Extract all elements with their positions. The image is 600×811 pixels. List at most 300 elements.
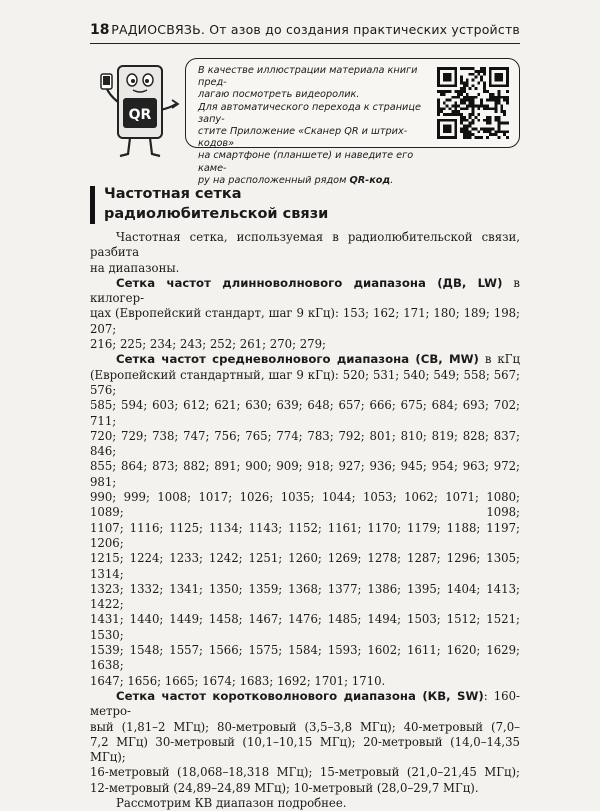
qr-module (454, 79, 457, 82)
qr-module (492, 127, 495, 130)
qr-module (489, 107, 492, 110)
lw-heading: Сетка частот длинноволнового диапазона (ДВ, LW) (116, 275, 503, 290)
qr-module (437, 67, 440, 70)
qr-module (503, 122, 506, 125)
qr-module (489, 99, 492, 102)
qr-module (472, 113, 475, 116)
qr-module (446, 67, 449, 70)
qr-module (472, 107, 475, 110)
qr-module (466, 130, 469, 133)
qr-module (451, 110, 454, 113)
qr-module (472, 99, 475, 102)
qr-module (495, 107, 498, 110)
qr-module (463, 84, 466, 87)
qr-module (446, 99, 449, 102)
qr-module (460, 81, 463, 84)
qr-module (497, 102, 500, 105)
qr-module (454, 104, 457, 107)
qr-module (483, 107, 486, 110)
qr-module (449, 76, 452, 79)
qr-module (440, 119, 443, 122)
qr-module (460, 90, 463, 93)
qr-module (500, 84, 503, 87)
qr-module (443, 102, 446, 105)
qr-code-icon[interactable] (437, 67, 509, 139)
qr-module (474, 127, 477, 130)
qr-module (440, 136, 443, 139)
qr-module (503, 84, 506, 87)
qr-module (460, 67, 463, 70)
qr-module (454, 102, 457, 105)
qr-module (460, 102, 463, 105)
qr-module (506, 96, 509, 99)
qr-module (497, 79, 500, 82)
qr-module (449, 127, 452, 130)
qr-module (446, 104, 449, 107)
qr-module (437, 99, 440, 102)
qr-module (460, 99, 463, 102)
qr-module (469, 122, 472, 125)
qr-module (474, 96, 477, 99)
qr-module (454, 73, 457, 76)
page-header (90, 14, 520, 44)
qr-module (483, 81, 486, 84)
qr-module (495, 67, 498, 70)
qr-note-box (185, 58, 520, 186)
qr-module (486, 127, 489, 130)
qr-module (437, 119, 440, 122)
qr-module (443, 93, 446, 96)
qr-module (497, 93, 500, 96)
qr-module (486, 130, 489, 133)
qr-module (457, 90, 460, 93)
qr-module (449, 90, 452, 93)
header-rule (90, 43, 520, 44)
qr-module (495, 76, 498, 79)
section-title-line: радиолюбительской связи (104, 206, 329, 222)
qr-module (454, 133, 457, 136)
qr-module (492, 93, 495, 96)
qr-module (495, 99, 498, 102)
qr-module (443, 79, 446, 82)
qr-module (497, 130, 500, 133)
qr-module (437, 133, 440, 136)
qr-module (486, 116, 489, 119)
qr-module (506, 99, 509, 102)
qr-module (495, 133, 498, 136)
text-fragment: : 160-метро- (90, 688, 520, 719)
qr-module (480, 79, 483, 82)
qr-module (489, 81, 492, 84)
qr-module (463, 67, 466, 70)
qr-module (443, 127, 446, 130)
qr-module (489, 79, 492, 82)
qr-module (500, 110, 503, 113)
qr-module (443, 107, 446, 110)
qr-module (463, 119, 466, 122)
qr-module (495, 102, 498, 105)
qr-module (483, 84, 486, 87)
paragraph-intro (90, 230, 520, 261)
qr-module (503, 133, 506, 136)
qr-module (460, 116, 463, 119)
qr-module (463, 127, 466, 130)
qr-module (466, 107, 469, 110)
qr-module (457, 93, 460, 96)
qr-module (500, 122, 503, 125)
qr-module (483, 70, 486, 73)
text-line: 1431; 1440; 1449; 1458; 1467; 1476; 1485; 1494; 1503; 1512; 1521; 1530; (90, 612, 520, 642)
qr-module (446, 73, 449, 76)
qr-module (472, 122, 475, 125)
qr-module (497, 84, 500, 87)
qr-module (489, 116, 492, 119)
qr-module (474, 104, 477, 107)
text-line: 7,2 МГц) 30-метровый (10,1–10,15 МГц); 20-метровый (14,0–14,35 МГц); (90, 734, 520, 765)
qr-module (457, 113, 460, 116)
qr-module (460, 76, 463, 79)
qr-module (446, 113, 449, 116)
qr-module (477, 136, 480, 139)
qr-module (500, 104, 503, 107)
qr-module (460, 119, 463, 122)
qr-module (483, 67, 486, 70)
qr-module (480, 76, 483, 79)
qr-module (469, 99, 472, 102)
qr-module (466, 136, 469, 139)
qr-module (443, 67, 446, 70)
qr-module (486, 107, 489, 110)
qr-module (480, 127, 483, 130)
qr-module (506, 70, 509, 73)
qr-module (472, 84, 475, 87)
qr-module (454, 110, 457, 113)
qr-module (497, 67, 500, 70)
qr-module (443, 119, 446, 122)
qr-module (451, 119, 454, 122)
qr-module (483, 130, 486, 133)
qr-module (460, 130, 463, 133)
section-title-line: Частотная сетка (104, 186, 242, 202)
qr-module (443, 76, 446, 79)
qr-module (440, 93, 443, 96)
qr-module (486, 136, 489, 139)
qr-module (446, 125, 449, 128)
qr-module (489, 70, 492, 73)
qr-module (495, 110, 498, 113)
qr-module (474, 70, 477, 73)
qr-module (443, 130, 446, 133)
qr-module (477, 81, 480, 84)
qr-module (472, 119, 475, 122)
qr-module (489, 133, 492, 136)
qr-module (492, 133, 495, 136)
qr-module (463, 116, 466, 119)
qr-module (497, 76, 500, 79)
qr-module (497, 99, 500, 102)
qr-module (463, 107, 466, 110)
qr-module (460, 107, 463, 110)
running-title: РАДИОСВЯЗЬ. От азов до создания практических устройств (111, 22, 520, 37)
qr-module (446, 79, 449, 82)
qr-module (489, 84, 492, 87)
qr-module (506, 122, 509, 125)
qr-module (463, 102, 466, 105)
qr-module (454, 84, 457, 87)
qr-module (454, 136, 457, 139)
qr-module (449, 79, 452, 82)
qr-module (437, 136, 440, 139)
qr-module (449, 107, 452, 110)
qr-module (449, 119, 452, 122)
qr-module (463, 87, 466, 90)
qr-module (472, 110, 475, 113)
qr-module (489, 127, 492, 130)
qr-module (469, 96, 472, 99)
qr-module (437, 104, 440, 107)
paragraph-mw (90, 352, 520, 367)
qr-module (472, 96, 475, 99)
qr-module (466, 84, 469, 87)
qr-note-line: стите Приложение «Сканер QR и штрих-кодов» (198, 126, 408, 150)
qr-module (437, 90, 440, 93)
qr-module (469, 113, 472, 116)
qr-module (463, 130, 466, 133)
qr-module (477, 104, 480, 107)
qr-module (500, 130, 503, 133)
text-line: 720; 729; 738; 747; 756; 765; 774; 783; 792; 801; 810; 819; 828; 837; 846; (90, 428, 520, 459)
qr-module (454, 96, 457, 99)
qr-note-line: Для автоматического перехода к странице запу- (198, 101, 421, 125)
qr-module (472, 67, 475, 70)
qr-module (463, 133, 466, 136)
qr-module (483, 104, 486, 107)
qr-module (503, 96, 506, 99)
qr-module (500, 79, 503, 82)
qr-module (480, 99, 483, 102)
qr-module (463, 136, 466, 139)
qr-module (495, 73, 498, 76)
qr-module (497, 127, 500, 130)
text-line: 990; 999; 1008; 1017; 1026; 1035; 1044; 1053; 1062; 1071; 1080; 1089; 1098; (90, 490, 520, 520)
qr-module (472, 133, 475, 136)
qr-module (472, 73, 475, 76)
qr-module (437, 125, 440, 128)
text-line: 1323; 1332; 1341; 1350; 1359; 1368; 1377; 1386; 1395; 1404; 1413; 1422; (90, 581, 520, 612)
qr-module (443, 136, 446, 139)
qr-module (497, 90, 500, 93)
sw-heading: Сетка частот коротковолнового диапазона (КВ, SW) (116, 688, 484, 703)
text-line: 1539; 1548; 1557; 1566; 1575; 1584; 1593; 1602; 1611; 1620; 1629; 1638; (90, 643, 520, 673)
qr-module (469, 87, 472, 90)
text-line: 1107; 1116; 1125; 1134; 1143; 1152; 1161; 1170; 1179; 1188; 1197; 1206; (90, 520, 520, 550)
qr-module (454, 125, 457, 128)
qr-module (460, 87, 463, 90)
paragraph-sw (90, 689, 520, 720)
qr-module (489, 119, 492, 122)
qr-module (449, 125, 452, 128)
qr-module (497, 116, 500, 119)
text-line: Рассмотрим КВ диапазон подробнее. (116, 795, 347, 810)
qr-module (466, 81, 469, 84)
qr-module (474, 76, 477, 79)
text-line: 16-метровый (18,068–18,318 МГц); 15-метровый (21,0–21,45 МГц); (90, 765, 520, 780)
qr-module (457, 96, 460, 99)
qr-module (477, 73, 480, 76)
qr-module (472, 79, 475, 82)
qr-module (454, 81, 457, 84)
qr-module (477, 107, 480, 110)
qr-module (497, 96, 500, 99)
qr-module (466, 79, 469, 82)
qr-module (492, 99, 495, 102)
qr-module (492, 96, 495, 99)
qr-module (489, 76, 492, 79)
qr-module (466, 125, 469, 128)
qr-module (489, 67, 492, 70)
qr-module (460, 79, 463, 82)
qr-module (469, 67, 472, 70)
qr-module (437, 73, 440, 76)
qr-module (440, 67, 443, 70)
qr-module (469, 130, 472, 133)
qr-module (495, 116, 498, 119)
qr-note-line: лагаю посмотреть видеоролик. (198, 89, 360, 101)
qr-module (437, 127, 440, 130)
text-line: 855; 864; 873; 882; 891; 900; 909; 918; 927; 936; 945; 954; 963; 972; 981; (90, 459, 520, 489)
qr-module (469, 102, 472, 105)
text-line: Частотная сетка, используемая в радиолюбительской связи, разбита (90, 230, 520, 260)
qr-module (483, 127, 486, 130)
qr-module (477, 93, 480, 96)
qr-module (497, 119, 500, 122)
text-line: вый (1,81–2 МГц); 80-метровый (3,5–3,8 МГц); 40-метровый (7,0– (90, 719, 520, 734)
text-line: цах (Европейский стандарт, шаг 9 кГц): 153; 162; 171; 180; 189; 198; 207; (90, 306, 520, 336)
qr-module (486, 104, 489, 107)
qr-module (480, 67, 483, 70)
qr-module (460, 93, 463, 96)
qr-module (472, 104, 475, 107)
qr-module (454, 76, 457, 79)
qr-module (443, 113, 446, 116)
qr-module (469, 104, 472, 107)
qr-module (503, 130, 506, 133)
qr-module (437, 70, 440, 73)
qr-module (483, 90, 486, 93)
text-line: 12-метровый (24,89–24,89 МГц); 10-метровый (28,0–29,7 МГц). (90, 780, 479, 795)
qr-module (460, 122, 463, 125)
qr-module (466, 127, 469, 130)
page-number: 18 (90, 22, 110, 38)
qr-module (446, 136, 449, 139)
qr-module (506, 73, 509, 76)
qr-code-label: QR-код (349, 174, 391, 186)
qr-module (506, 67, 509, 70)
qr-module (483, 73, 486, 76)
qr-module (440, 107, 443, 110)
qr-module (451, 113, 454, 116)
qr-module (497, 73, 500, 76)
section-marker-bar (90, 186, 95, 224)
text-line (90, 689, 520, 720)
qr-module (446, 84, 449, 87)
qr-module (454, 107, 457, 110)
qr-module (454, 119, 457, 122)
qr-module (500, 73, 503, 76)
qr-module (454, 90, 457, 93)
qr-module (443, 73, 446, 76)
qr-module (440, 90, 443, 93)
qr-module (486, 90, 489, 93)
qr-module (486, 119, 489, 122)
text-line: (Европейский стандартный, шаг 9 кГц): 520; 531; 540; 549; 558; 567; 576; (90, 367, 520, 397)
mascot-qr-label: QR (128, 107, 152, 123)
qr-note-line: В качестве иллюстрации материала книги пред- (198, 65, 418, 89)
qr-module (503, 110, 506, 113)
qr-module (466, 99, 469, 102)
qr-module (506, 90, 509, 93)
qr-module (440, 110, 443, 113)
qr-module (474, 87, 477, 90)
qr-module (463, 96, 466, 99)
qr-note-text (198, 65, 438, 187)
qr-note-line: на смартфоне (планшете) и наведите его каме- (198, 150, 414, 174)
qr-module (463, 81, 466, 84)
qr-module (503, 113, 506, 116)
qr-module (497, 136, 500, 139)
qr-module (469, 73, 472, 76)
qr-module (454, 130, 457, 133)
text-line (90, 352, 520, 367)
text-line (90, 276, 520, 307)
qr-module (449, 99, 452, 102)
section-title (104, 184, 404, 224)
qr-module (449, 67, 452, 70)
qr-module (469, 136, 472, 139)
qr-module (503, 67, 506, 70)
qr-module (483, 87, 486, 90)
qr-module (489, 96, 492, 99)
qr-module (443, 90, 446, 93)
qr-module (449, 84, 452, 87)
qr-module (437, 113, 440, 116)
qr-module (437, 84, 440, 87)
qr-module (466, 133, 469, 136)
qr-module (477, 113, 480, 116)
qr-module (457, 104, 460, 107)
qr-module (451, 104, 454, 107)
qr-module (443, 84, 446, 87)
qr-module (454, 67, 457, 70)
qr-module (437, 81, 440, 84)
qr-module (489, 73, 492, 76)
qr-module (489, 122, 492, 125)
text-line: на диапазоны. (90, 260, 180, 275)
qr-module (474, 136, 477, 139)
qr-module (506, 102, 509, 105)
qr-module (497, 122, 500, 125)
qr-module (495, 84, 498, 87)
qr-module (449, 136, 452, 139)
qr-module (443, 125, 446, 128)
qr-module (454, 127, 457, 130)
qr-module (506, 84, 509, 87)
qr-module (492, 107, 495, 110)
qr-module (437, 76, 440, 79)
qr-module (500, 107, 503, 110)
qr-module (506, 130, 509, 133)
qr-module (449, 113, 452, 116)
